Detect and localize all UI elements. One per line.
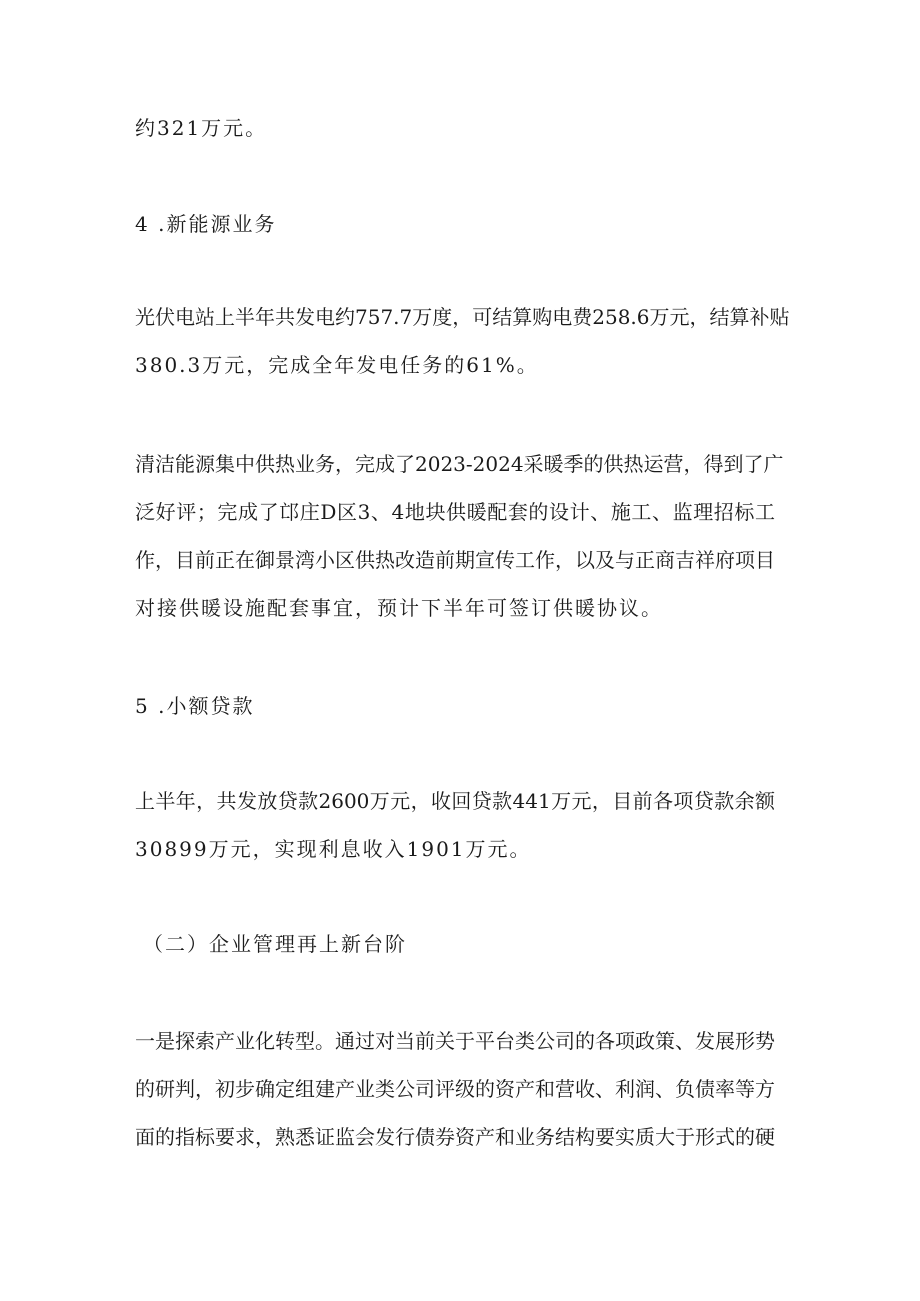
text-line: 泛好评；完成了邙庄D区3、4地块供暖配套的设计、施工、监理招标工 <box>135 500 775 524</box>
section-heading-new-energy: 4 .新能源业务 <box>135 212 277 236</box>
text-line: 对接供暖设施配套事宜，预计下半年可签订供暖协议。 <box>135 596 663 620</box>
text-line: 的研判，初步确定组建产业类公司评级的资产和营收、利润、负债率等方 <box>135 1077 775 1101</box>
section-heading-small-loans: 5 .小额贷款 <box>135 694 255 718</box>
text-line: 上半年，共发放贷款2600万元，收回贷款441万元，目前各项贷款余额 <box>135 789 775 813</box>
section-heading-management: （二）企业管理再上新台阶 <box>143 932 407 956</box>
text-line: 面的指标要求，熟悉证监会发行债券资产和业务结构要实质大于形式的硬 <box>135 1125 775 1149</box>
text-line: 30899万元，实现利息收入1901万元。 <box>135 837 532 861</box>
text-line: 作，目前正在御景湾小区供热改造前期宣传工作，以及与正商吉祥府项目 <box>135 548 775 572</box>
text-line: 清洁能源集中供热业务，完成了2023-2024采暖季的供热运营，得到了广 <box>135 452 784 476</box>
text-line: 一是探索产业化转型。通过对当前关于平台类公司的各项政策、发展形势 <box>135 1029 775 1053</box>
text-line: 380.3万元，完成全年发电任务的61%。 <box>135 353 539 377</box>
text-line: 光伏电站上半年共发电约757.7万度，可结算购电费258.6万元，结算补贴 <box>135 305 790 329</box>
text-line: 约321万元。 <box>135 116 268 140</box>
